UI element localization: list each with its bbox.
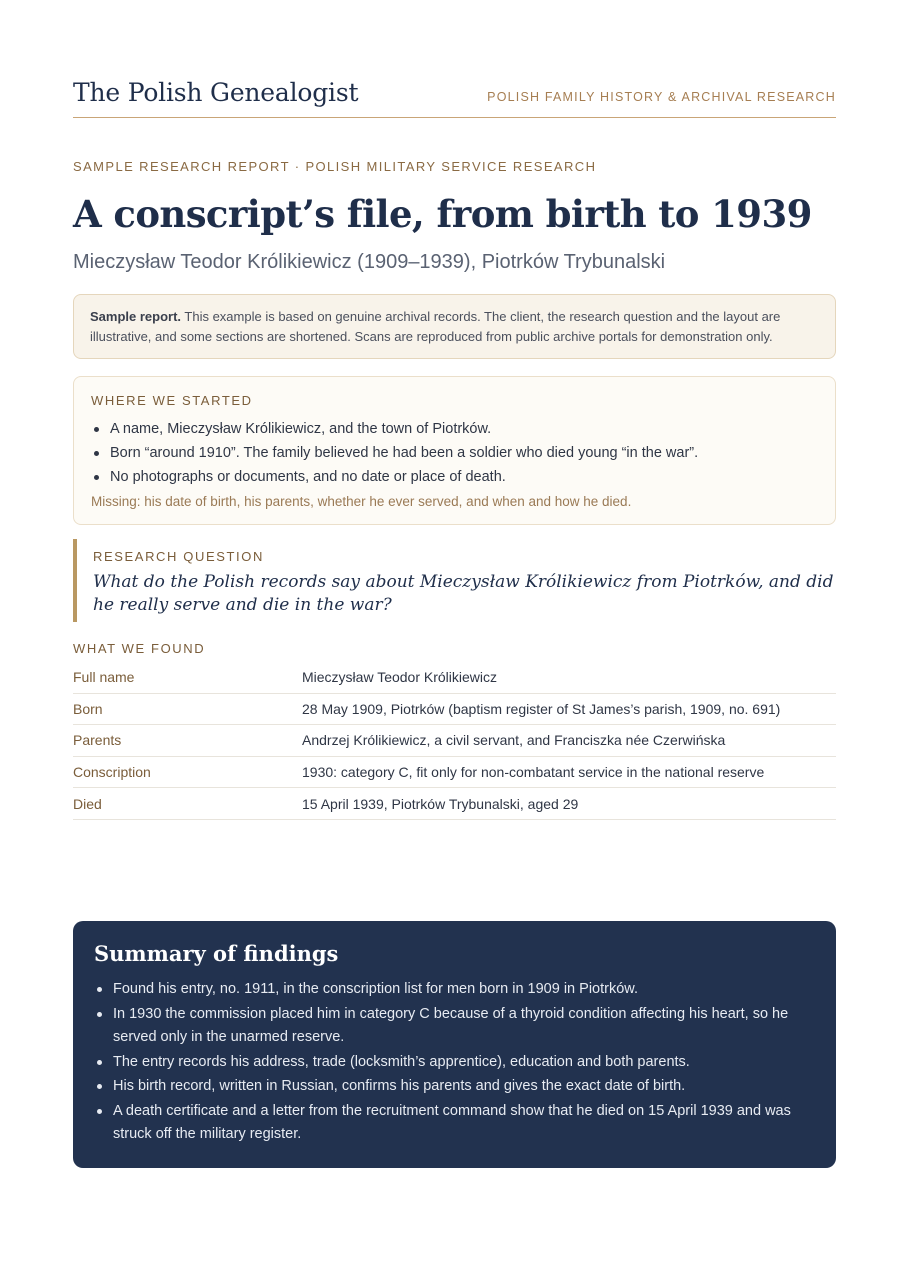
fact-key: Parents (73, 732, 122, 749)
table-row (73, 662, 836, 694)
fact-key: Born (73, 700, 103, 717)
where-we-started-panel (73, 376, 836, 525)
fact-value: 15 April 1939, Piotrków Trybunalski, aged 29 (302, 795, 579, 812)
list-item: Found his entry, no. 1911, in the conscription list for men born in 1909 in Piotrków. (94, 978, 814, 1002)
list-item: A name, Mieczysław Królikiewicz, and the town of Piotrków. (91, 417, 818, 441)
list-item: The entry records his address, trade (locksmith’s apprentice), education and both parents. (94, 1051, 814, 1075)
list-item: A death certificate and a letter from the recruitment command show that he died on 15 April 1939 and was struck off the military register. (94, 1100, 814, 1147)
research-question (73, 539, 836, 622)
fact-key: Full name (73, 669, 135, 686)
table-row (73, 788, 836, 820)
question-text: What do the Polish records say about Mieczysław Królikiewicz from Piotrków, and did he really serve and die in the war? (93, 572, 834, 615)
page-subtitle: Mieczysław Teodor Królikiewicz (1909–1939), Piotrków Trybunalski (73, 251, 666, 273)
site-header (73, 78, 836, 118)
fact-key: Died (73, 795, 102, 812)
notice-lead: Sample report. (90, 309, 182, 324)
started-list (91, 417, 818, 489)
fact-key: Conscription (73, 764, 151, 781)
list-item: No photographs or documents, and no date or place of death. (91, 465, 818, 489)
fact-value: Mieczysław Teodor Królikiewicz (302, 669, 498, 686)
facts-table (73, 662, 836, 820)
fact-value: 1930: category C, fit only for non-combatant service in the national reserve (302, 764, 765, 781)
table-row (73, 694, 836, 726)
page-title: A conscript’s file, from birth to 1939 (73, 192, 812, 236)
fact-value: Andrzej Królikiewicz, a civil servant, and Franciszka née Czerwińska (302, 732, 726, 749)
report-kicker: SAMPLE RESEARCH REPORT · POLISH MILITARY SERVICE RESEARCH (73, 159, 597, 174)
brand-name[interactable]: The Polish Genealogist (73, 78, 359, 107)
started-label: WHERE WE STARTED (91, 393, 253, 408)
summary-title: Summary of findings (94, 941, 339, 966)
table-row (73, 757, 836, 789)
site-tagline: POLISH FAMILY HISTORY & ARCHIVAL RESEARCH (487, 90, 836, 104)
fact-value: 28 May 1909, Piotrków (baptism register of St James’s parish, 1909, no. 691) (302, 700, 781, 717)
table-row (73, 725, 836, 757)
list-item: In 1930 the commission placed him in category C because of a thyroid condition affecting his heart, so he served only in the unarmed reserve. (94, 1003, 814, 1050)
sample-notice (73, 294, 836, 359)
list-item: Born “around 1910”. The family believed he had been a soldier who died young “in the war”. (91, 441, 818, 465)
summary-panel (73, 921, 836, 1168)
notice-text: This example is based on genuine archival records. The client, the research question and the layout are illustrative, and some sections are shortened. Scans are reproduced from public archive portals for demonstration only. (90, 309, 781, 344)
summary-list (94, 978, 814, 1147)
list-item: His birth record, written in Russian, confirms his parents and gives the exact date of birth. (94, 1075, 814, 1099)
found-label: WHAT WE FOUND (73, 641, 206, 656)
question-label: RESEARCH QUESTION (93, 549, 264, 564)
missing-note: Missing: his date of birth, his parents, whether he ever served, and when and how he died. (91, 494, 632, 509)
